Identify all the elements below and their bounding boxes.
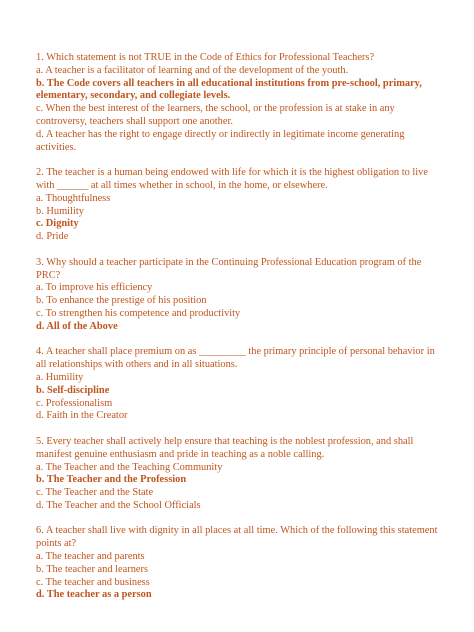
question-stem: 4. A teacher shall place premium on as _________ the primary principle of personal behavior in all relationships with others and in all situations. [36, 346, 435, 371]
answer-option: a. A teacher is a facilitator of learning and of the development of the youth. [36, 64, 349, 76]
question-item [36, 167, 440, 244]
answer-option-correct: b. The Teacher and the Profession [36, 474, 187, 486]
answer-option: d. The Teacher and the School Officials [36, 499, 201, 511]
answer-option: a. The teacher and parents [36, 551, 145, 563]
answer-option: b. The teacher and learners [36, 563, 149, 575]
answer-option-correct: d. All of the Above [36, 320, 118, 332]
answer-option-correct: c. Dignity [36, 218, 79, 230]
answer-option: d. A teacher has the right to engage directly or indirectly in legitimate income generating activities. [36, 128, 405, 153]
question-stem: 1. Which statement is not TRUE in the Code of Ethics for Professional Teachers? [36, 52, 375, 63]
answer-option: c. The Teacher and the State [36, 487, 154, 499]
question-item [36, 257, 440, 334]
answer-option: d. Pride [36, 231, 69, 243]
answer-option: a. Thoughtfulness [36, 192, 111, 204]
answer-option: a. Humility [36, 371, 84, 383]
question-list [36, 52, 440, 615]
answer-option: c. Professionalism [36, 397, 113, 409]
answer-option: a. The Teacher and the Teaching Community [36, 461, 223, 473]
answer-option: c. The teacher and business [36, 576, 150, 588]
question-stem: 6. A teacher shall live with dignity in all places at all time. Which of the following this statement points at? [36, 525, 438, 550]
question-stem: 3. Why should a teacher participate in the Continuing Professional Education program of the PRC? [36, 256, 422, 281]
question-stem: 5. Every teacher shall actively help ensure that teaching is the noblest profession, and shall manifest genuine enthusiasm and pride in teaching as a noble calling. [36, 435, 414, 460]
answer-option-correct: b. The Code covers all teachers in all educational institutions from pre-school, primary, elementary, secondary, and collegiate levels. [36, 77, 422, 102]
answer-option-correct: d. The teacher as a person [36, 589, 152, 601]
question-item [36, 52, 440, 154]
answer-option: b. Humility [36, 205, 84, 217]
answer-option: c. When the best interest of the learners, the school, or the profession is at stake in any controversy, teachers shall support one another. [36, 103, 395, 127]
question-item [36, 346, 440, 423]
answer-option: d. Faith in the Creator [36, 410, 128, 422]
question-item [36, 436, 440, 513]
answer-option-correct: b. Self-discipline [36, 384, 110, 396]
answer-option: b. To enhance the prestige of his position [36, 295, 207, 307]
answer-option: a. To improve his efficiency [36, 282, 153, 294]
question-stem: 2. The teacher is a human being endowed with life for which it is the highest obligation to live with ______ at all times whether in school, in the home, or elsewhere. [36, 167, 428, 191]
answer-option: c. To strengthen his competence and productivity [36, 307, 241, 319]
question-item [36, 525, 440, 602]
